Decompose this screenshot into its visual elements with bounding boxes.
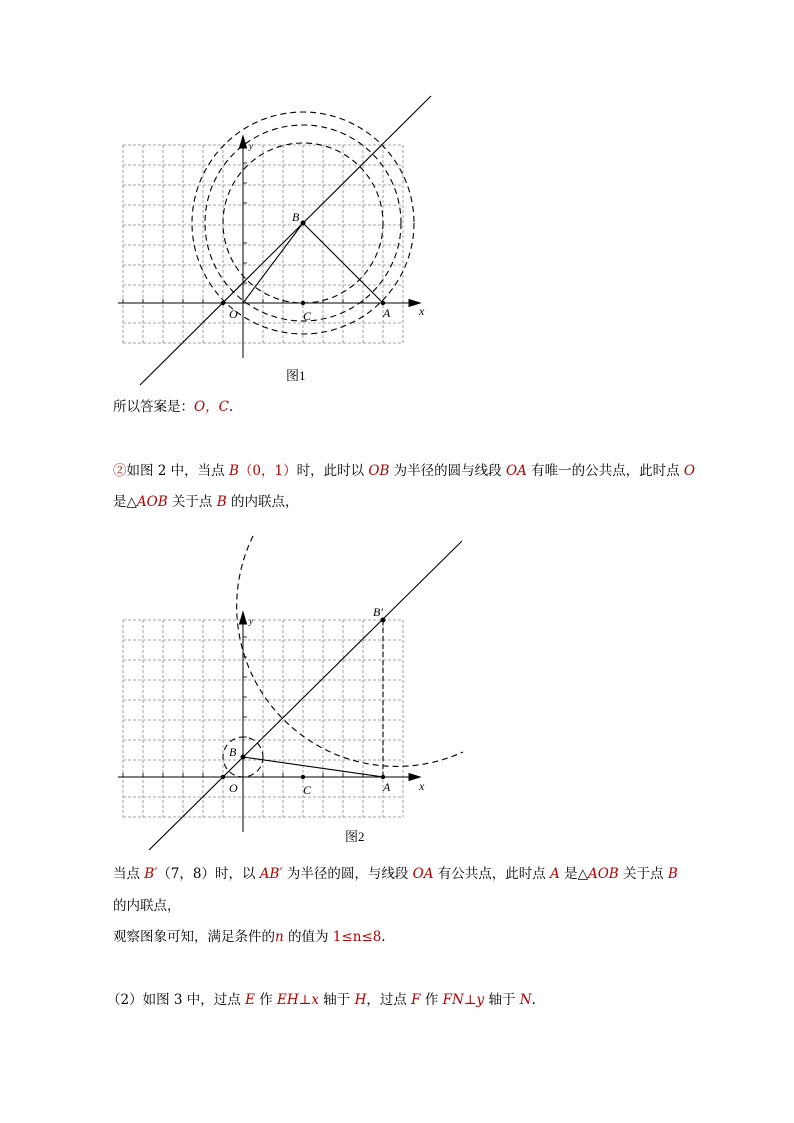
diagonal-line-2 <box>147 541 462 850</box>
part3-line2: 的内联点， <box>113 898 181 914</box>
part3-line1: 当点 B′（7，8）时，以 AB′ 为半径的圆，与线段 OA 有公共点，此时点 A 是△AOB 关于点 B <box>113 866 678 882</box>
label-x-2: x <box>419 779 425 793</box>
part2-line1: ②如图 2 中，当点 B（0，1）时，此时以 OB 为半径的圆与线段 OA 有唯一的公共点，此时点 O <box>113 463 695 479</box>
label-O-2: O <box>229 781 238 795</box>
segments-2 <box>243 620 383 777</box>
figure-2 <box>0 530 794 850</box>
answer-line: 所以答案是：O，C. <box>113 399 234 415</box>
label-Bprime-2: B′ <box>373 605 383 619</box>
label-B-1: B <box>292 210 300 224</box>
figure-1-caption: 图1 <box>286 368 306 383</box>
label-x-1: x <box>419 304 425 318</box>
figure-1 <box>0 0 794 395</box>
circled-number-2: ② <box>113 463 127 479</box>
label-y-1: y <box>249 141 253 151</box>
triangle-1 <box>243 223 383 303</box>
label-A-1: A <box>383 306 391 320</box>
figure-2-caption: 图2 <box>345 829 365 844</box>
label-y-2: y <box>249 616 253 626</box>
label-A-2: A <box>383 780 391 794</box>
part3-line3: 观察图象可知，满足条件的n 的值为 1≤n≤8. <box>113 929 386 945</box>
label-C-1: C <box>303 309 312 323</box>
label-O-1: O <box>229 307 238 321</box>
diagonal-line-1 <box>140 96 431 385</box>
part2-line2: 是△AOB 关于点 B 的内联点， <box>113 494 299 510</box>
part4-line1: （2）如图 3 中，过点 E 作 EH⊥x 轴于 H，过点 F 作 FN⊥y 轴于 N. <box>107 992 536 1008</box>
label-C-2: C <box>303 783 312 797</box>
grid-2 <box>123 620 403 817</box>
label-B-2: B <box>229 745 237 759</box>
grid-1 <box>123 145 403 343</box>
answer-points: O，C <box>194 399 229 415</box>
